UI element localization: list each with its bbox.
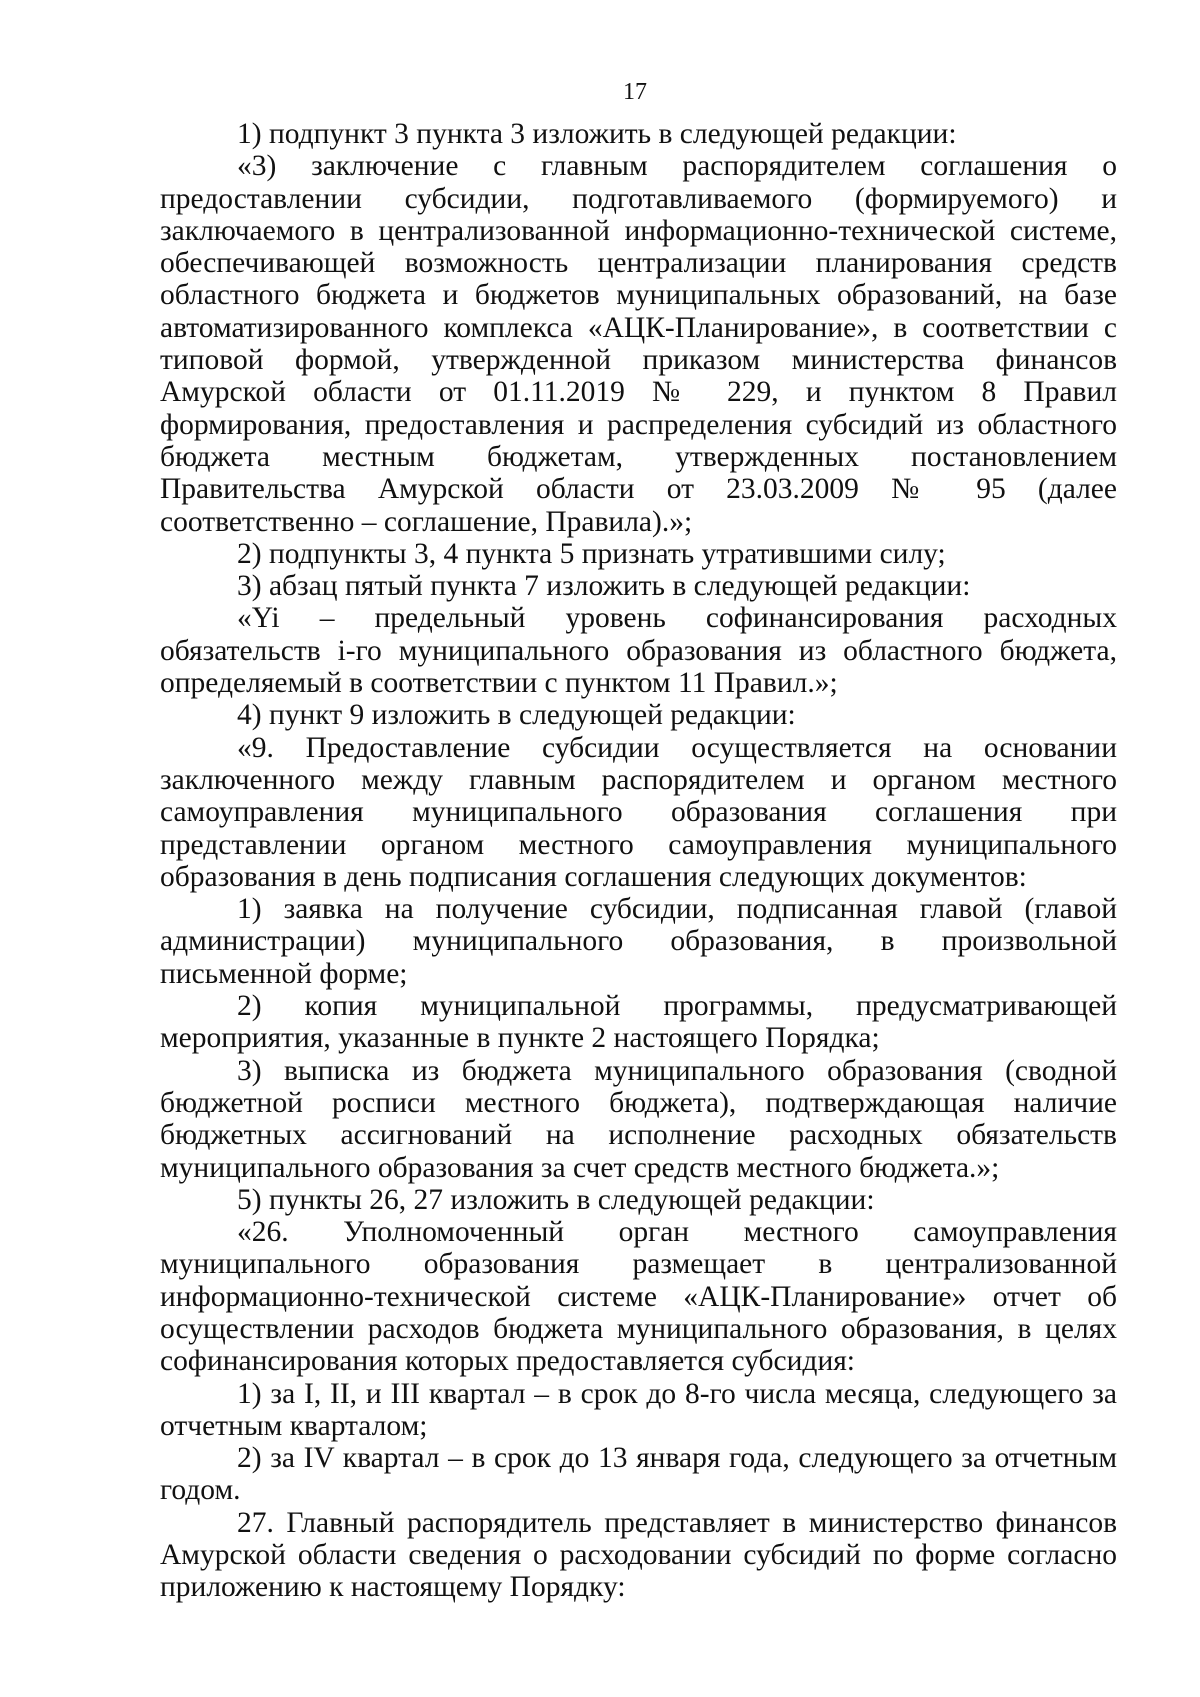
paragraph-14: 2) за IV квартал – в срок до 13 января года, следующего за отчетным годом. [160, 1442, 1117, 1507]
paragraph-13: 1) за I, II, и III квартал – в срок до 8-го числа месяца, следующего за отчетным кварталом; [160, 1377, 1117, 1442]
paragraph-6: 4) пункт 9 изложить в следующей редакции: [237, 699, 796, 732]
paragraph-9: 2) копия муниципальной программы, предусматривающей мероприятия, указанные в пункте 2 настоящего Порядка; [160, 990, 1117, 1055]
document-body [160, 118, 1117, 1604]
paragraph-12: «26. Уполномоченный орган местного самоуправления муниципального образования размещает в централизованной информационно-технической системе «АЦК-Планирование» отчет об осуществлении расходов бюджета муниципального образования, в целях софинансирования которых предоставляется субсидия: [160, 1216, 1117, 1378]
paragraph-15: 27. Главный распорядитель представляет в министерство финансов Амурской области сведения о расходовании субсидий по форме согласно приложению к настоящему Порядку: [160, 1506, 1117, 1604]
paragraph-3: 2) подпункты 3, 4 пункта 5 признать утратившими силу; [237, 537, 946, 570]
paragraph-8: 1) заявка на получение субсидии, подписанная главой (главой администрации) муниципального образования, в произвольной письменной форме; [160, 893, 1117, 990]
paragraph-7: «9. Предоставление субсидии осуществляется на основании заключенного между главным распорядителем и органом местного самоуправления муниципального образования соглашения при представлении органом местного самоуправления муниципального образования в день подписания соглашения следующих документов: [160, 731, 1117, 893]
page-number: 17 [623, 79, 647, 105]
paragraph-5: «Yi – предельный уровень софинансирования расходных обязательств i-го муниципального образования из областного бюджета, определяемый в соответствии с пунктом 11 Правил.»; [160, 602, 1117, 700]
paragraph-1: 1) подпункт 3 пункта 3 изложить в следующей редакции: [237, 118, 957, 150]
paragraph-4: 3) абзац пятый пункта 7 изложить в следующей редакции: [237, 570, 971, 603]
paragraph-2: «3) заключение с главным распорядителем соглашения о предоставлении субсидии, подготавливаемого (формируемого) и заключаемого в централизованной информационно-технической системе, обеспечивающей возможность централизации планирования средств областного бюджета и бюджетов муниципальных образований, на базе автоматизированного комплекса «АЦК-Планирование», в соответствии с типовой формой, утвержденной приказом министерства финансов Амурской области от 01.11.2019 № 229, и пунктом 8 Правил формирования, предоставления и распределения субсидий из областного бюджета местным бюджетам, утвержденных постановлением Правительства Амурской области от 23.03.2009 № 95 (далее соответственно – соглашение, Правила).»; [160, 150, 1117, 538]
paragraph-10: 3) выписка из бюджета муниципального образования (сводной бюджетной росписи местного бюджета), подтверждающая наличие бюджетных ассигнований на исполнение расходных обязательств муниципального образования за счет средств местного бюджета.»; [160, 1054, 1117, 1184]
paragraph-11: 5) пункты 26, 27 изложить в следующей редакции: [237, 1183, 875, 1216]
